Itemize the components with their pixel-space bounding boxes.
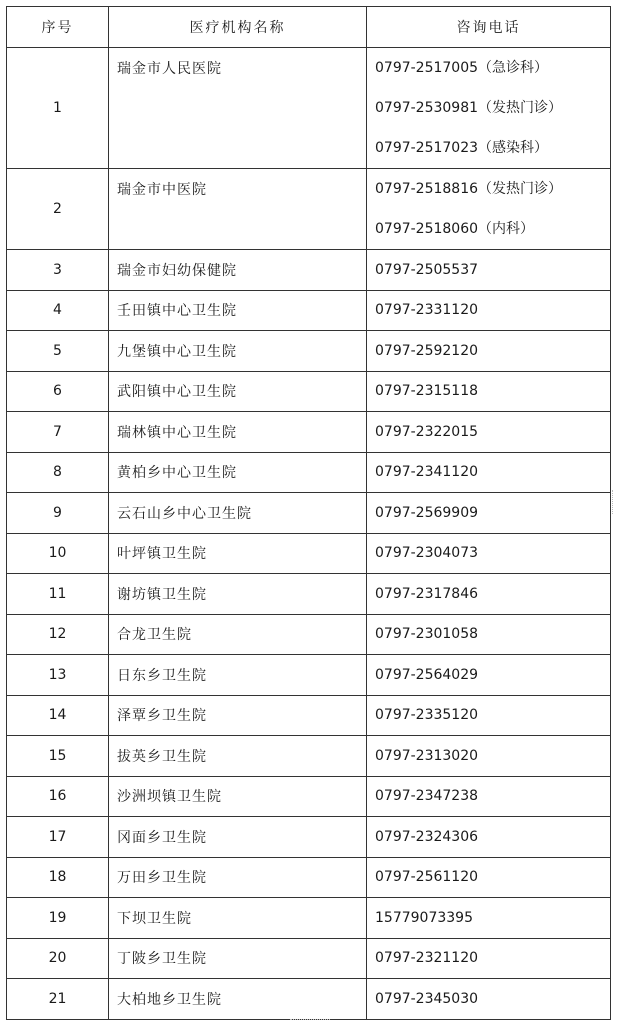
phone-cell: [367, 736, 611, 777]
phone-cell: [367, 290, 611, 331]
row-index: 17: [7, 817, 109, 858]
hospital-contact-table: [6, 6, 611, 1020]
row-index: 2: [7, 169, 109, 250]
table-row: [7, 48, 611, 169]
institution-name: 谢坊镇卫生院: [109, 574, 367, 615]
phone-number: 0797-2564029: [375, 666, 479, 683]
table-row: [7, 574, 611, 615]
phone-cell: [367, 493, 611, 534]
phone-number: 0797-2313020: [375, 747, 479, 764]
phone-number: 0797-2322015: [375, 423, 479, 440]
phone-number: 0797-2347238: [375, 788, 479, 805]
row-index: 5: [7, 331, 109, 372]
phone-cell: [367, 48, 611, 169]
row-index: 6: [7, 371, 109, 412]
table-row: [7, 655, 611, 696]
table-row: [7, 776, 611, 817]
phone-number: 0797-2518060（内科）: [375, 221, 535, 237]
row-index: 20: [7, 938, 109, 979]
institution-name: 下坝卫生院: [109, 898, 367, 939]
table-row: [7, 412, 611, 453]
institution-name: 丁陂乡卫生院: [109, 938, 367, 979]
row-index: 9: [7, 493, 109, 534]
phone-number: 0797-2518816（发热门诊）: [375, 181, 563, 197]
phone-number: 0797-2304073: [375, 545, 479, 562]
phone-number: 0797-2592120: [375, 342, 479, 359]
phone-number: 0797-2517023（感染科）: [375, 140, 549, 156]
institution-name: 瑞林镇中心卫生院: [109, 412, 367, 453]
table-row: [7, 371, 611, 412]
institution-name: 万田乡卫生院: [109, 857, 367, 898]
phone-number: 0797-2317846: [375, 585, 479, 602]
table-row: [7, 857, 611, 898]
row-index: 12: [7, 614, 109, 655]
row-index: 4: [7, 290, 109, 331]
table-row: [7, 290, 611, 331]
phone-cell: [367, 614, 611, 655]
institution-name: 泽覃乡卫生院: [109, 695, 367, 736]
phone-number: 0797-2324306: [375, 828, 479, 845]
table-row: [7, 898, 611, 939]
phone-cell: [367, 979, 611, 1020]
phone-cell: [367, 695, 611, 736]
header-index: 序号: [7, 7, 109, 48]
row-index: 7: [7, 412, 109, 453]
institution-name: 合龙卫生院: [109, 614, 367, 655]
phone-cell: [367, 898, 611, 939]
phone-cell: [367, 655, 611, 696]
phone-cell: [367, 169, 611, 250]
table-header-row: [7, 7, 611, 48]
institution-name: 冈面乡卫生院: [109, 817, 367, 858]
institution-name: 武阳镇中心卫生院: [109, 371, 367, 412]
row-index: 21: [7, 979, 109, 1020]
institution-name: 日东乡卫生院: [109, 655, 367, 696]
institution-name: 叶坪镇卫生院: [109, 533, 367, 574]
institution-name: 壬田镇中心卫生院: [109, 290, 367, 331]
row-index: 11: [7, 574, 109, 615]
row-index: 3: [7, 250, 109, 291]
table-row: [7, 452, 611, 493]
institution-name: 瑞金市中医院: [109, 169, 367, 250]
phone-number: 0797-2345030: [375, 990, 479, 1007]
row-index: 14: [7, 695, 109, 736]
phone-number: 0797-2331120: [375, 302, 479, 319]
header-phone: 咨询电话: [367, 7, 611, 48]
phone-cell: [367, 452, 611, 493]
row-index: 16: [7, 776, 109, 817]
row-index: 15: [7, 736, 109, 777]
institution-name: 瑞金市人民医院: [109, 48, 367, 169]
table-row: [7, 533, 611, 574]
phone-number: 0797-2321120: [375, 950, 479, 967]
institution-name: 瑞金市妇幼保健院: [109, 250, 367, 291]
table-row: [7, 938, 611, 979]
phone-number: 0797-2335120: [375, 707, 479, 724]
table-row: [7, 169, 611, 250]
phone-cell: [367, 938, 611, 979]
phone-cell: [367, 817, 611, 858]
row-index: 19: [7, 898, 109, 939]
institution-name: 沙洲坝镇卫生院: [109, 776, 367, 817]
phone-number: 0797-2505537: [375, 261, 479, 278]
row-index: 13: [7, 655, 109, 696]
row-index: 18: [7, 857, 109, 898]
row-index: 8: [7, 452, 109, 493]
phone-number: 0797-2315118: [375, 383, 479, 400]
phone-number: 0797-2301058: [375, 626, 479, 643]
phone-number: 0797-2530981（发热门诊）: [375, 100, 563, 116]
table-row: [7, 695, 611, 736]
row-index: 1: [7, 48, 109, 169]
table-row: [7, 250, 611, 291]
table-row: [7, 979, 611, 1020]
institution-name: 九堡镇中心卫生院: [109, 331, 367, 372]
table-row: [7, 614, 611, 655]
table-row: [7, 331, 611, 372]
phone-cell: [367, 331, 611, 372]
institution-name: 大柏地乡卫生院: [109, 979, 367, 1020]
phone-number: 15779073395: [375, 909, 473, 926]
phone-cell: [367, 371, 611, 412]
phone-cell: [367, 776, 611, 817]
header-institution-name: 医疗机构名称: [109, 7, 367, 48]
phone-cell: [367, 857, 611, 898]
table-body: [7, 48, 611, 1020]
institution-name: 云石山乡中心卫生院: [109, 493, 367, 534]
phone-number: 0797-2341120: [375, 464, 479, 481]
phone-cell: [367, 250, 611, 291]
table-row: [7, 493, 611, 534]
institution-name: 拔英乡卫生院: [109, 736, 367, 777]
phone-number: 0797-2569909: [375, 504, 479, 521]
row-index: 10: [7, 533, 109, 574]
phone-cell: [367, 412, 611, 453]
phone-number: 0797-2517005（急诊科）: [375, 60, 549, 76]
table-row: [7, 736, 611, 777]
phone-cell: [367, 574, 611, 615]
phone-number: 0797-2561120: [375, 869, 479, 886]
table-row: [7, 817, 611, 858]
scan-fold-mark: [612, 490, 615, 514]
institution-name: 黄柏乡中心卫生院: [109, 452, 367, 493]
hospital-contact-table-container: [6, 6, 610, 1020]
phone-cell: [367, 533, 611, 574]
scan-fold-mark-bottom: [290, 1019, 330, 1021]
